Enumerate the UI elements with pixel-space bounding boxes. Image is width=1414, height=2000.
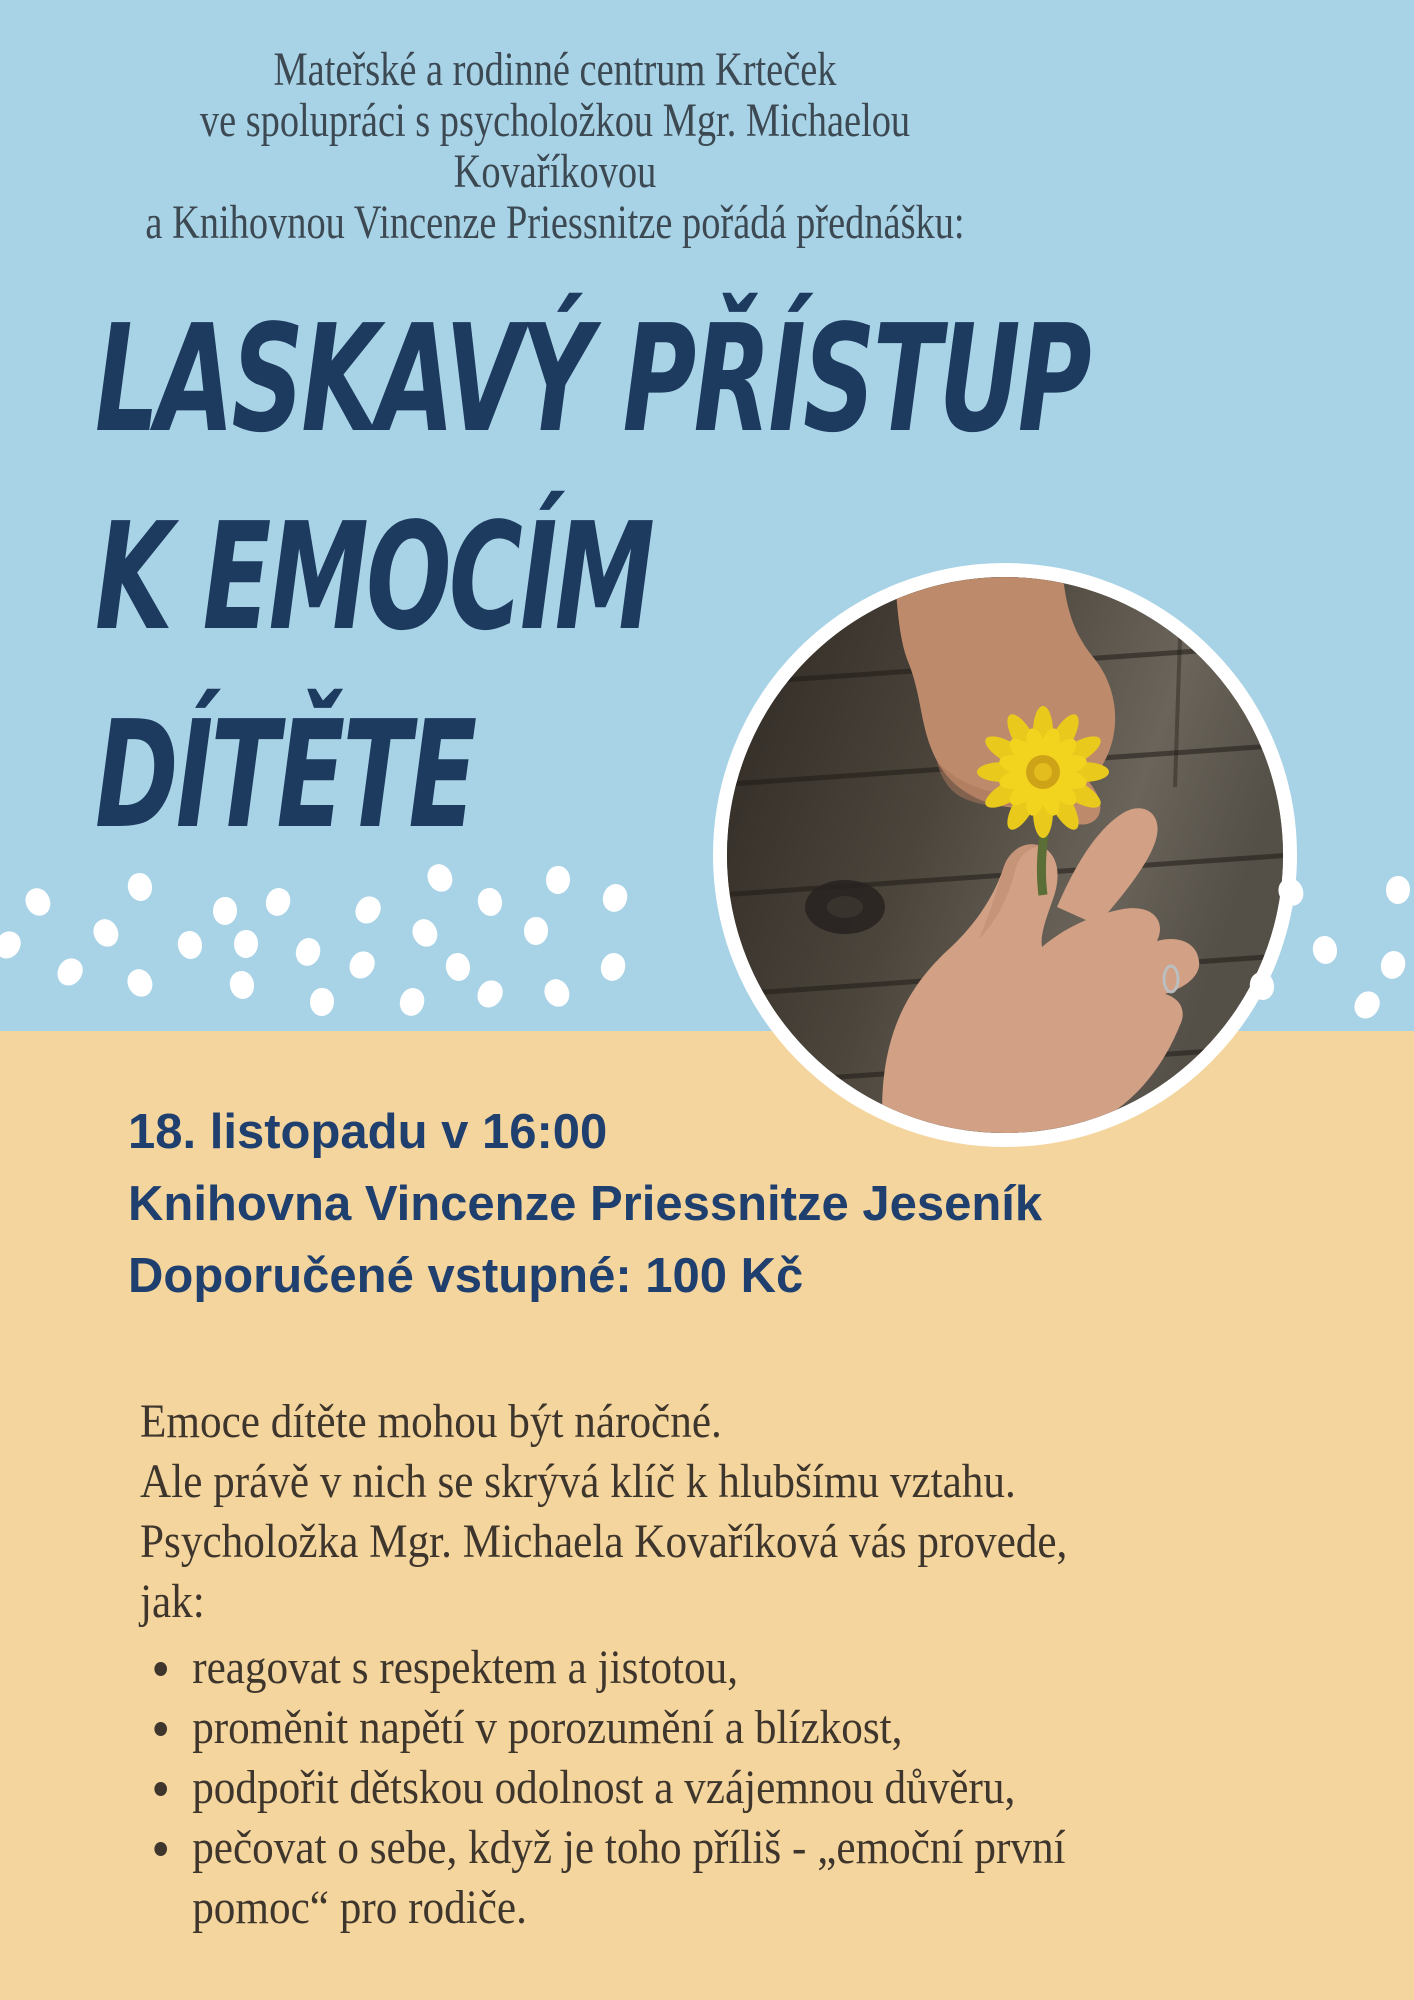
dot xyxy=(310,988,334,1016)
organizer-line: ve spolupráci s psycholožkou Mgr. Michaelou Kovaříkovou xyxy=(199,94,911,198)
list-item xyxy=(140,1638,1085,1698)
dot xyxy=(234,930,258,958)
dot xyxy=(546,866,570,894)
organizer-line: Mateřské a rodinné centrum Krteček xyxy=(273,43,837,96)
title-line: DÍTĚTE xyxy=(95,689,475,861)
dandelion-handover-photo xyxy=(713,563,1297,1147)
event-info xyxy=(128,1096,1042,1312)
description-line: Emoce dítěte mohou být náročné. xyxy=(140,1395,722,1448)
title-line: K EMOCÍM xyxy=(95,491,653,663)
event-venue: Knihovna Vincenze Priessnitze Jeseník xyxy=(128,1177,1043,1231)
organizer-line: a Knihovnou Vincenze Priessnitze pořádá přednášku: xyxy=(145,196,965,249)
description-line: Ale právě v nich se skrývá klíč k hlubšímu vztahu. xyxy=(140,1455,1016,1508)
organizer-header xyxy=(111,44,999,248)
dot xyxy=(213,897,237,925)
dot xyxy=(1386,876,1410,904)
list-item-text: podpořit dětskou odolnost a vzájemnou důvěru, xyxy=(192,1761,1016,1814)
event-admission: Doporučené vstupné: 100 Kč xyxy=(128,1249,804,1303)
title-line: LASKAVÝ PŘÍSTUP xyxy=(95,293,1089,465)
list-item-text: reagovat s respektem a jistotou, xyxy=(192,1641,739,1694)
description-paragraph xyxy=(140,1392,1310,1632)
description-line: Psycholožka Mgr. Michaela Kovaříková vás provede, xyxy=(140,1515,1068,1568)
event-datetime: 18. listopadu v 16:00 xyxy=(128,1105,608,1159)
description-line: jak: xyxy=(140,1575,205,1628)
topics-list xyxy=(140,1638,1085,1938)
dandelion-photo-illustration xyxy=(727,577,1283,1133)
list-item-text: proměnit napětí v porozumění a blízkost, xyxy=(192,1701,903,1754)
list-item xyxy=(140,1818,1085,1938)
list-item xyxy=(140,1698,1085,1758)
list-item xyxy=(140,1758,1085,1818)
list-item-text: pečovat o sebe, když je toho příliš - „emoční první pomoc“ pro rodiče. xyxy=(192,1821,1066,1934)
dot xyxy=(524,917,548,945)
